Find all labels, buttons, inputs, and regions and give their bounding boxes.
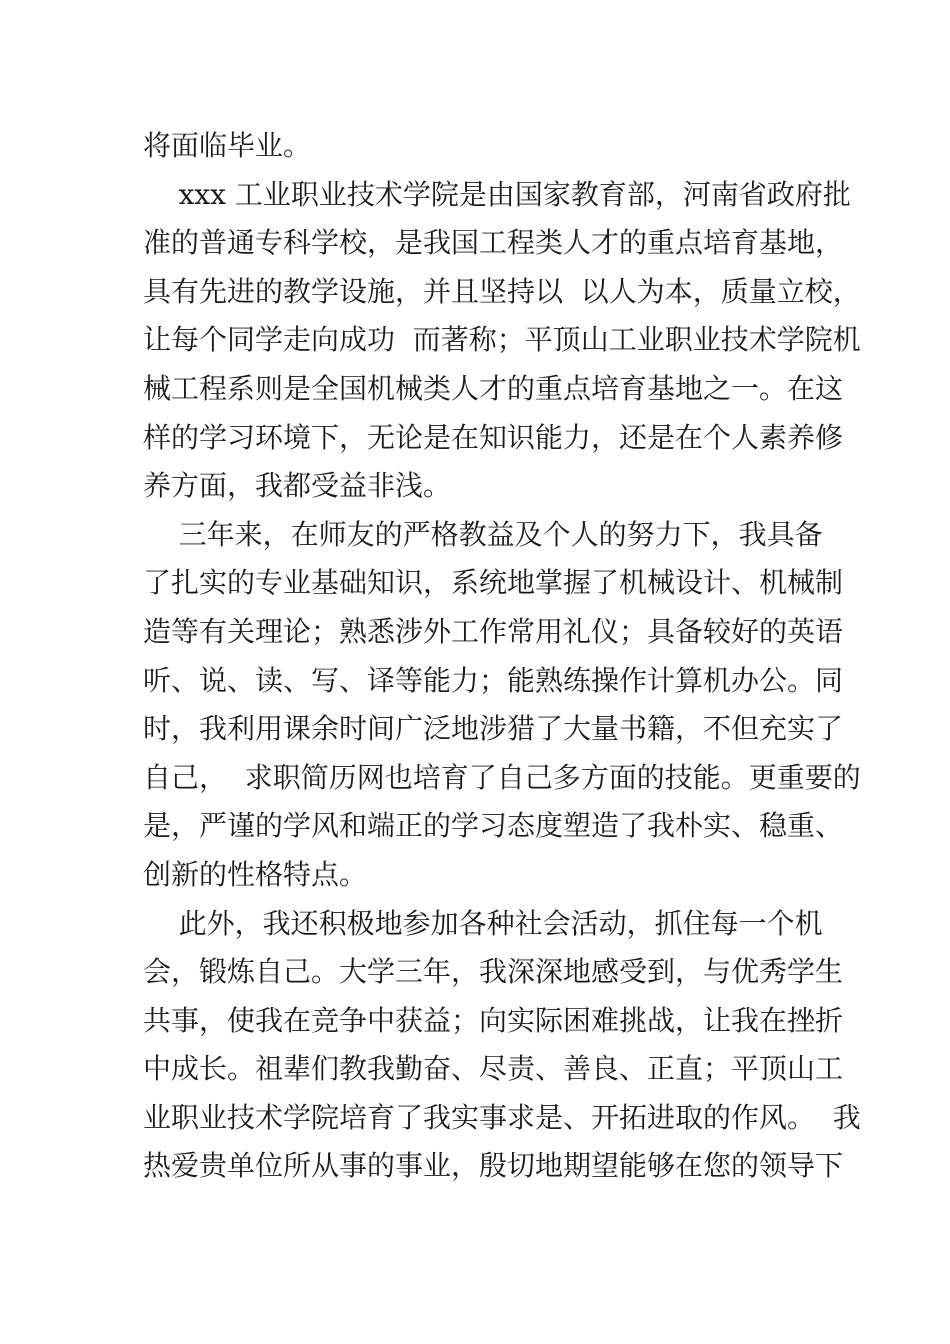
text-line: 热爱贵单位所从事的事业，殷切地期望能够在您的领导下 [143, 1149, 844, 1183]
text-line: 业职业技术学院培育了我实事求是、开拓进取的作风。 我 [143, 1100, 861, 1134]
text-line: 三年来，在师友的严格教益及个人的努力下，我具备 [143, 517, 823, 551]
text-line: 将面临毕业。 [143, 129, 312, 162]
text-line: 养方面，我都受益非浅。 [143, 469, 452, 503]
text-line: 样的学习环境下，无论是在知识能力，还是在个人素养修 [143, 420, 844, 454]
text-line: 创新的性格特点。 [143, 857, 368, 891]
body-text [143, 122, 861, 1191]
text-line: 自己， 求职简历网也培育了自己多方面的技能。更重要的 [143, 760, 861, 794]
text-line: 此外，我还积极地参加各种社会活动，抓住每一个机 [143, 906, 823, 940]
text-line: 准的普通专科学校，是我国工程类人才的重点培育基地， [143, 226, 844, 260]
text-line: 会，锻炼自己。大学三年，我深深地感受到，与优秀学生 [143, 955, 844, 989]
text-line: 听、说、读、写、译等能力；能熟练操作计算机办公。同 [143, 663, 844, 697]
text-line: 具有先进的教学设施，并且坚持以 以人为本，质量立校， [143, 274, 861, 308]
text-line: 让每个同学走向成功 而著称；平顶山工业职业技术学院机 [143, 323, 861, 357]
text-line: 了扎实的专业基础知识，系统地掌握了机械设计、机械制 [143, 566, 844, 600]
text-line: 中成长。祖辈们教我勤奋、尽责、善良、正直；平顶山工 [143, 1052, 844, 1086]
text-line: 械工程系则是全国机械类人才的重点培育基地之一。在这 [143, 371, 844, 405]
text-line: 共事，使我在竞争中获益；向实际困难挑战，让我在挫折 [143, 1003, 844, 1037]
text-line: xxx 工业职业技术学院是由国家教育部，河南省政府批 [143, 177, 851, 211]
text-line: 时，我利用课余时间广泛地涉猎了大量书籍，不但充实了 [143, 712, 844, 746]
text-line: 造等有关理论；熟悉涉外工作常用礼仪；具备较好的英语 [143, 614, 844, 648]
text-line: 是，严谨的学风和端正的学习态度塑造了我朴实、稳重、 [143, 809, 844, 843]
